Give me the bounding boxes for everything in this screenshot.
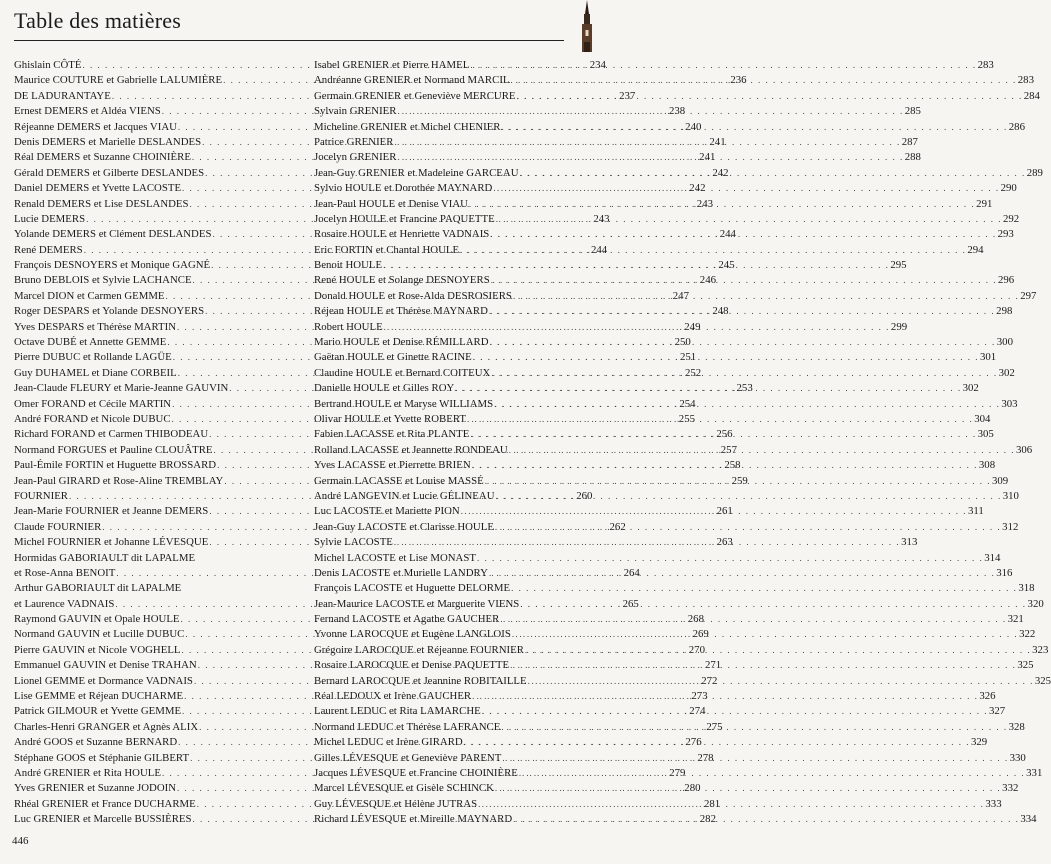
entry-page-number: 245 [718, 259, 735, 272]
entry-page-number: 272 [701, 674, 718, 687]
entry-name: François DESNOYERS et Monique GAGNÉ [14, 259, 211, 272]
entry-name: Yvonne LAROCQUE et Eugène LANGLOIS [314, 628, 511, 641]
entry-page-number: 283 [1017, 74, 1034, 87]
entry-page-number: 302 [962, 382, 979, 395]
entry-name: Réjeanne DEMERS et Jacques VIAU [14, 120, 177, 133]
entry-page-number: 273 [691, 690, 708, 703]
entry-name: Isabel GRENIER et Pierre HAMEL [314, 59, 470, 71]
entry-name: Claude FOURNIER [14, 520, 102, 533]
entry-name: Pierre DUBUC et Rollande LAGÜE [14, 351, 172, 364]
entry-name: Normand FORGUES et Pauline CLOUÂTRE [14, 443, 213, 456]
entry-name: Jocelyn GRENIER [314, 151, 397, 164]
entry-page-number: 309 [992, 474, 1009, 487]
entry-page-number: 295 [890, 259, 907, 272]
dot-leader [477, 551, 983, 566]
entry-name: Robert HOULE [314, 320, 383, 333]
title-divider [14, 40, 564, 41]
entry-page-number: 257 [720, 443, 737, 456]
entry-page-number: 279 [669, 766, 686, 779]
entry-page-number: 299 [890, 320, 908, 333]
entry-page-number: 303 [1001, 397, 1018, 410]
entry-page-number: 243 [696, 197, 713, 210]
entry-page-number: 298 [996, 305, 1013, 318]
entry-name: Bertrand HOULE et Maryse WILLIAMS [314, 397, 494, 410]
entry-page-number: 330 [1009, 751, 1026, 764]
entry-page-number: 300 [996, 336, 1013, 349]
dot-leader [513, 289, 1019, 304]
entry-page-number: 262 [609, 520, 626, 533]
entry-name: Ernest DEMERS et Aldéa VIENS [14, 105, 161, 118]
entry-name: Guy DUHAMEL et Diane CORBEIL [14, 366, 177, 379]
dot-leader [490, 335, 996, 350]
entry-page-number: 237 [619, 89, 636, 102]
entry-page-number: 246 [699, 274, 716, 287]
entry-name: Rolland LACASSE et Jeannette RONDEAU [314, 443, 508, 456]
entry-page-number: 271 [704, 659, 722, 672]
dot-leader [528, 674, 1034, 689]
entry-page-number: 280 [684, 782, 701, 795]
entry-page-number: 243 [593, 212, 610, 225]
entry-page-number: 278 [697, 751, 714, 764]
dot-leader [485, 474, 991, 489]
entry-name: Claudine HOULE et Bernard COITEUX [314, 366, 491, 379]
entry-name: et Laurence VADNAIS [14, 597, 115, 610]
entry-page-number: 293 [997, 228, 1014, 241]
entry-name: Gaëtan HOULE et Ginette RACINE [314, 351, 472, 364]
entry-page-number: 263 [716, 536, 733, 549]
entry-page-number: 294 [967, 243, 984, 256]
dot-leader [469, 197, 975, 212]
entry-page-number: 274 [689, 705, 706, 718]
entry-name: Olivar HOULE et Yvette ROBERT [314, 412, 466, 425]
entry-name: Jean-Guy LACOSTE et Clarisse HOULE [314, 520, 494, 533]
dot-leader [397, 104, 903, 119]
entry-page-number: 242 [712, 166, 729, 179]
entry-name: Jean-Guy GRENIER et Madeleine GARCEAU [314, 166, 519, 179]
entry-page-number: 261 [716, 505, 733, 518]
entry-name: Réal DEMERS et Suzanne CHOINIÈRE [14, 151, 191, 164]
entry-page-number: 325 [1017, 659, 1034, 672]
entry-page-number: 332 [1002, 782, 1019, 795]
entry-name: Ghislain CÔTÉ [14, 59, 82, 71]
entry-page-number: 251 [679, 351, 697, 364]
entry-name: Mario HOULE et Denise RÉMILLARD [314, 336, 489, 349]
toc-entry [314, 489, 1019, 504]
entry-name: Fabien LACASSE et Rita PLANTE [314, 428, 470, 441]
dot-leader [478, 797, 984, 812]
entry-name: Jean-Marie FOURNIER et Jeanne DEMERS [14, 505, 209, 518]
entry-name: Bernard LAROCQUE et Jeannine ROBITAILLE [314, 674, 527, 687]
entry-name: Jean-Paul HOULE et Denise VIAU [314, 197, 468, 210]
entry-name: Andréanne GRENIER et Normand MARCIL [314, 74, 510, 87]
dot-leader [472, 458, 978, 473]
entry-page-number: 240 [685, 120, 702, 133]
entry-name: Yves DESPARS et Thérèse MARTIN [14, 320, 177, 333]
entry-name: Arthur GABORIAULT dit LAPALME [14, 582, 182, 595]
entry-name: André GOOS et Suzanne BERNARD [14, 736, 178, 749]
entry-name: Gérald DEMERS et Gilberte DESLANDES [14, 166, 205, 179]
entry-page-number: 256 [716, 428, 733, 441]
entry-name: Omer FORAND et Cécile MARTIN [14, 397, 172, 410]
entry-page-number: 325 [1034, 674, 1051, 687]
entry-page-number: 250 [674, 336, 691, 349]
entry-page-number: 290 [1000, 182, 1017, 195]
entry-page-number: 253 [736, 382, 753, 395]
entry-page-number: 248 [712, 305, 729, 318]
entry-page-number: 249 [684, 320, 701, 333]
dot-leader [495, 781, 1001, 796]
toc-entry [14, 551, 294, 566]
entry-page-number: 322 [1019, 628, 1036, 641]
entry-page-number: 244 [590, 243, 608, 256]
entry-name: Marcel DION et Carmen GEMME [14, 289, 165, 302]
entry-page-number: 296 [997, 274, 1015, 287]
entry-name: Rosaire HOULE et Henriette VADNAIS [314, 228, 490, 241]
entry-name: André LANGEVIN et Lucie GÉLINEAU [314, 489, 495, 502]
entry-page-number: 241 [709, 135, 726, 148]
entry-name: Laurent LEDUC et Rita LAMARCHE [314, 705, 481, 718]
entry-page-number: 333 [985, 797, 1002, 810]
entry-page-number: 302 [998, 366, 1015, 379]
entry-page-number: 292 [1002, 212, 1020, 225]
entry-name: Maurice COUTURE et Gabrielle LALUMIÈRE [14, 74, 223, 87]
dot-leader [383, 258, 889, 273]
entry-page-number: 244 [719, 228, 736, 241]
entry-page-number: 247 [672, 289, 689, 302]
entry-page-number: 326 [979, 690, 996, 703]
entry-name: Charles-Henri GRANGER et Agnès ALIX [14, 720, 199, 733]
entry-page-number: 286 [1008, 120, 1025, 133]
dot-leader [470, 58, 976, 73]
dot-leader [472, 689, 978, 704]
entry-name: Yolande DEMERS et Clément DESLANDES [14, 228, 212, 241]
entry-name: Daniel DEMERS et Yvette LACOSTE [14, 182, 182, 195]
entry-page-number: 258 [724, 459, 741, 472]
dot-leader [489, 304, 995, 319]
entry-name: Fernand LACOSTE et Agathe GAUCHER [314, 613, 500, 626]
entry-name: Jacques LÉVESQUE et Francine CHOINIÈRE [314, 766, 518, 779]
dot-leader [491, 273, 997, 288]
entry-name: Benoit HOULE [314, 259, 383, 272]
entry-name: André GRENIER et Rita HOULE [14, 766, 161, 779]
entry-page-number: 316 [996, 566, 1013, 579]
entry-page-number: 334 [1020, 813, 1037, 826]
entry-page-number: 252 [684, 366, 702, 379]
dot-leader [491, 366, 997, 381]
entry-page-number: 264 [623, 566, 640, 579]
dot-leader [512, 627, 1018, 642]
entry-name: Jean-Maurice LACOSTE et Marguerite VIENS [314, 597, 520, 610]
dot-leader [509, 443, 1015, 458]
entry-page-number: 306 [1015, 443, 1033, 456]
entry-page-number: 270 [688, 643, 705, 656]
entry-name: Sylvie LACOSTE [314, 536, 393, 549]
entry-page-number: 305 [977, 428, 994, 441]
entry-name: Micheline GRENIER et Michel CHENIER [314, 120, 501, 133]
entry-name: Rosaire LAROCQUE et Denise PAQUETTE [314, 659, 510, 672]
entry-page-number: 275 [706, 720, 723, 733]
entry-page-number: 297 [1020, 289, 1037, 302]
entry-page-number: 281 [703, 797, 721, 810]
entry-name: Michel LACOSTE et Lise MONAST [314, 551, 476, 564]
entry-page-number: 318 [1018, 582, 1035, 595]
entry-page-number: 327 [988, 705, 1006, 718]
entry-page-number: 328 [1008, 720, 1025, 733]
entry-name: Raymond GAUVIN et Opale HOULE [14, 613, 180, 626]
entry-name: Jean-Claude FLEURY et Marie-Jeanne GAUVIN [14, 382, 229, 395]
toc-entry [314, 581, 1035, 596]
dot-leader [455, 381, 961, 396]
entry-page-number: 238 [669, 105, 686, 118]
dot-leader [511, 581, 1017, 596]
entry-page-number: 282 [699, 813, 716, 826]
entry-name: Grégoire LAROCQUE et Réjeanne FOURNIER [314, 643, 524, 656]
entry-page-number: 234 [589, 59, 606, 71]
entry-name: Pierre GAUVIN et Nicole VOGHELL [14, 643, 181, 656]
dot-leader [494, 397, 1000, 412]
entry-name: Richard FORAND et Carmen THIBODEAU [14, 428, 209, 441]
entry-page-number: 268 [687, 613, 704, 626]
dot-leader [496, 212, 1002, 227]
entry-name: Patrick GILMOUR et Yvette GEMME [14, 705, 182, 718]
dot-leader [460, 243, 966, 258]
dot-leader [394, 135, 900, 150]
dot-leader [511, 73, 1017, 88]
entry-name: Luc GRENIER et Marcelle BUSSIÈRES [14, 813, 192, 826]
entry-name: Réal LEDOUX et Irène GAUCHER [314, 690, 472, 703]
entry-page-number: 331 [1026, 766, 1043, 779]
entry-name: Denis DEMERS et Marielle DESLANDES [14, 135, 202, 148]
entry-name: Danielle HOULE et Gilles ROY [314, 382, 455, 395]
entry-name: Eric FORTIN et Chantal HOULE [314, 243, 460, 256]
entry-page-number: 311 [967, 505, 984, 518]
dot-leader [467, 412, 973, 427]
entry-name: Lucie DEMERS [14, 212, 86, 225]
entry-name: Gilles LÉVESQUE et Geneviève PARENT [314, 751, 502, 764]
entry-page-number: 329 [970, 736, 988, 749]
dot-leader [493, 181, 999, 196]
entry-page-number: 236 [730, 74, 747, 87]
entry-page-number: 323 [1032, 643, 1049, 656]
entry-page-number: 276 [685, 736, 702, 749]
entry-name: Normand LEDUC et Thérèse LAFRANCE [314, 720, 501, 733]
entry-name: Michel LEDUC et Irène GIRARD [314, 736, 463, 749]
entry-page-number: 320 [1027, 597, 1044, 610]
dot-leader [490, 227, 996, 242]
entry-name: Patrice GRENIER [314, 135, 394, 148]
dot-leader [470, 427, 976, 442]
entry-name: Renald DEMERS et Lise DESLANDES [14, 197, 189, 210]
entry-name: Yves GRENIER et Suzanne JODOIN [14, 782, 177, 795]
entry-name: Guy LÉVESQUE et Hélène JUTRAS [314, 797, 478, 810]
entry-name: Sylvio HOULE et Dorothée MAYNARD [314, 182, 493, 195]
dot-leader [502, 120, 1008, 135]
entry-name: Octave DUBÉ et Annette GEMME [14, 336, 167, 349]
entry-page-number: 283 [977, 59, 994, 71]
entry-page-number: 265 [622, 597, 639, 610]
entry-name: Lionel GEMME et Dormance VADNAIS [14, 674, 193, 687]
entry-name: Roger DESPARS et Yolande DESNOYERS [14, 305, 205, 318]
entry-name: Marcel LÉVESQUE et Gisèle SCHINCK [314, 782, 494, 795]
entry-page-number: 287 [901, 135, 918, 148]
dot-leader [489, 566, 995, 581]
entry-name: François LACOSTE et Huguette DELORME [314, 582, 511, 595]
entry-name: Stéphane GOOS et Stéphanie GILBERT [14, 751, 190, 764]
entry-name: Germain GRENIER et Geneviève MERCURE [314, 89, 516, 102]
entry-page-number: 241 [699, 151, 716, 164]
entry-page-number: 291 [976, 197, 993, 210]
entry-page-number: 255 [678, 412, 695, 425]
dot-leader [501, 720, 1007, 735]
entry-page-number: 242 [689, 182, 706, 195]
page-title: Table des matières [14, 8, 181, 33]
entry-page-number: 308 [978, 459, 996, 472]
toc-entry [314, 551, 1001, 566]
dot-leader [513, 812, 1019, 827]
dot-leader [384, 320, 890, 335]
entry-name: Bruno DEBLOIS et Sylvie LACHANCE [14, 274, 192, 287]
entry-page-number: 304 [974, 412, 991, 425]
dot-leader [502, 751, 1008, 766]
entry-name: Hormidas GABORIAULT dit LAPALME [14, 551, 196, 564]
entry-name: Sylvain GRENIER [314, 105, 397, 118]
entry-page-number: 321 [1007, 613, 1024, 626]
entry-page-number: 285 [904, 105, 921, 118]
entry-name: Denis LACOSTE et Murielle LANDRY [314, 566, 488, 579]
dot-leader [525, 643, 1031, 658]
entry-page-number: 254 [679, 397, 696, 410]
dot-leader [496, 489, 1002, 504]
entry-name: Normand GAUVIN et Lucille DUBUC [14, 628, 185, 641]
dot-leader [394, 535, 900, 550]
toc-entry [14, 581, 294, 596]
church-steeple-icon [575, 0, 599, 52]
entry-name: Paul-Émile FORTIN et Huguette BROSSARD [14, 459, 217, 472]
entry-name: Donald HOULE et Rose-Alda DESROSIERS [314, 289, 512, 302]
entry-page-number: 310 [1002, 489, 1019, 502]
entry-name: et Rose-Anna BENOIT [14, 566, 116, 579]
entry-name: Luc LACOSTE et Mariette PION [314, 505, 460, 518]
entry-name: DE LADURANTAYE [14, 89, 111, 102]
dot-leader [464, 735, 970, 750]
entry-page-number: 269 [692, 628, 709, 641]
dot-leader [482, 704, 988, 719]
entry-page-number: 314 [984, 551, 1001, 564]
entry-page-number: 259 [731, 474, 748, 487]
entry-name: Rhéal GRENIER et France DUCHARME [14, 797, 196, 810]
entry-name: Michel FOURNIER et Johanne LÉVESQUE [14, 536, 209, 549]
dot-leader [461, 504, 967, 519]
entry-page-number: 288 [904, 151, 921, 164]
entry-name: René HOULE et Solange DESNOYERS [314, 274, 490, 287]
entry-page-number: 312 [1002, 520, 1019, 533]
dot-leader [520, 597, 1026, 612]
entry-page-number: 301 [979, 351, 997, 364]
dot-leader [500, 612, 1006, 627]
entry-page-number: 313 [901, 536, 918, 549]
entry-name: René DEMERS [14, 243, 83, 256]
entry-name: Emmanuel GAUVIN et Denise TRAHAN [14, 659, 197, 672]
entry-page-number: 289 [1026, 166, 1043, 179]
entry-name: Yves LACASSE et Pierrette BRIEN [314, 459, 471, 472]
dot-leader [517, 89, 1023, 104]
entry-name: André FORAND et Nicole DUBUC [14, 412, 171, 425]
entry-name: Lise GEMME et Réjean DUCHARME [14, 690, 184, 703]
entry-page-number: 284 [1023, 89, 1040, 102]
entry-name: Jocelyn HOULE et Francine PAQUETTE [314, 212, 495, 225]
dot-leader [510, 658, 1016, 673]
entry-name: FOURNIER [14, 489, 68, 502]
entry-name: Jean-Paul GIRARD et Rose-Aline TREMBLAY [14, 474, 224, 487]
dot-leader [473, 350, 979, 365]
entry-page-number: 260 [576, 489, 593, 502]
entry-name: Réjean HOULE et Thérèse MAYNARD [314, 305, 488, 318]
dot-leader [520, 166, 1026, 181]
dot-leader [495, 520, 1001, 535]
entry-name: Richard LÉVESQUE et Mireille MAYNARD [314, 813, 513, 826]
entry-name: Germain LACASSE et Louise MASSÉ [314, 474, 484, 487]
page-number: 446 [12, 835, 29, 847]
dot-leader [519, 766, 1025, 781]
dot-leader [397, 150, 903, 165]
